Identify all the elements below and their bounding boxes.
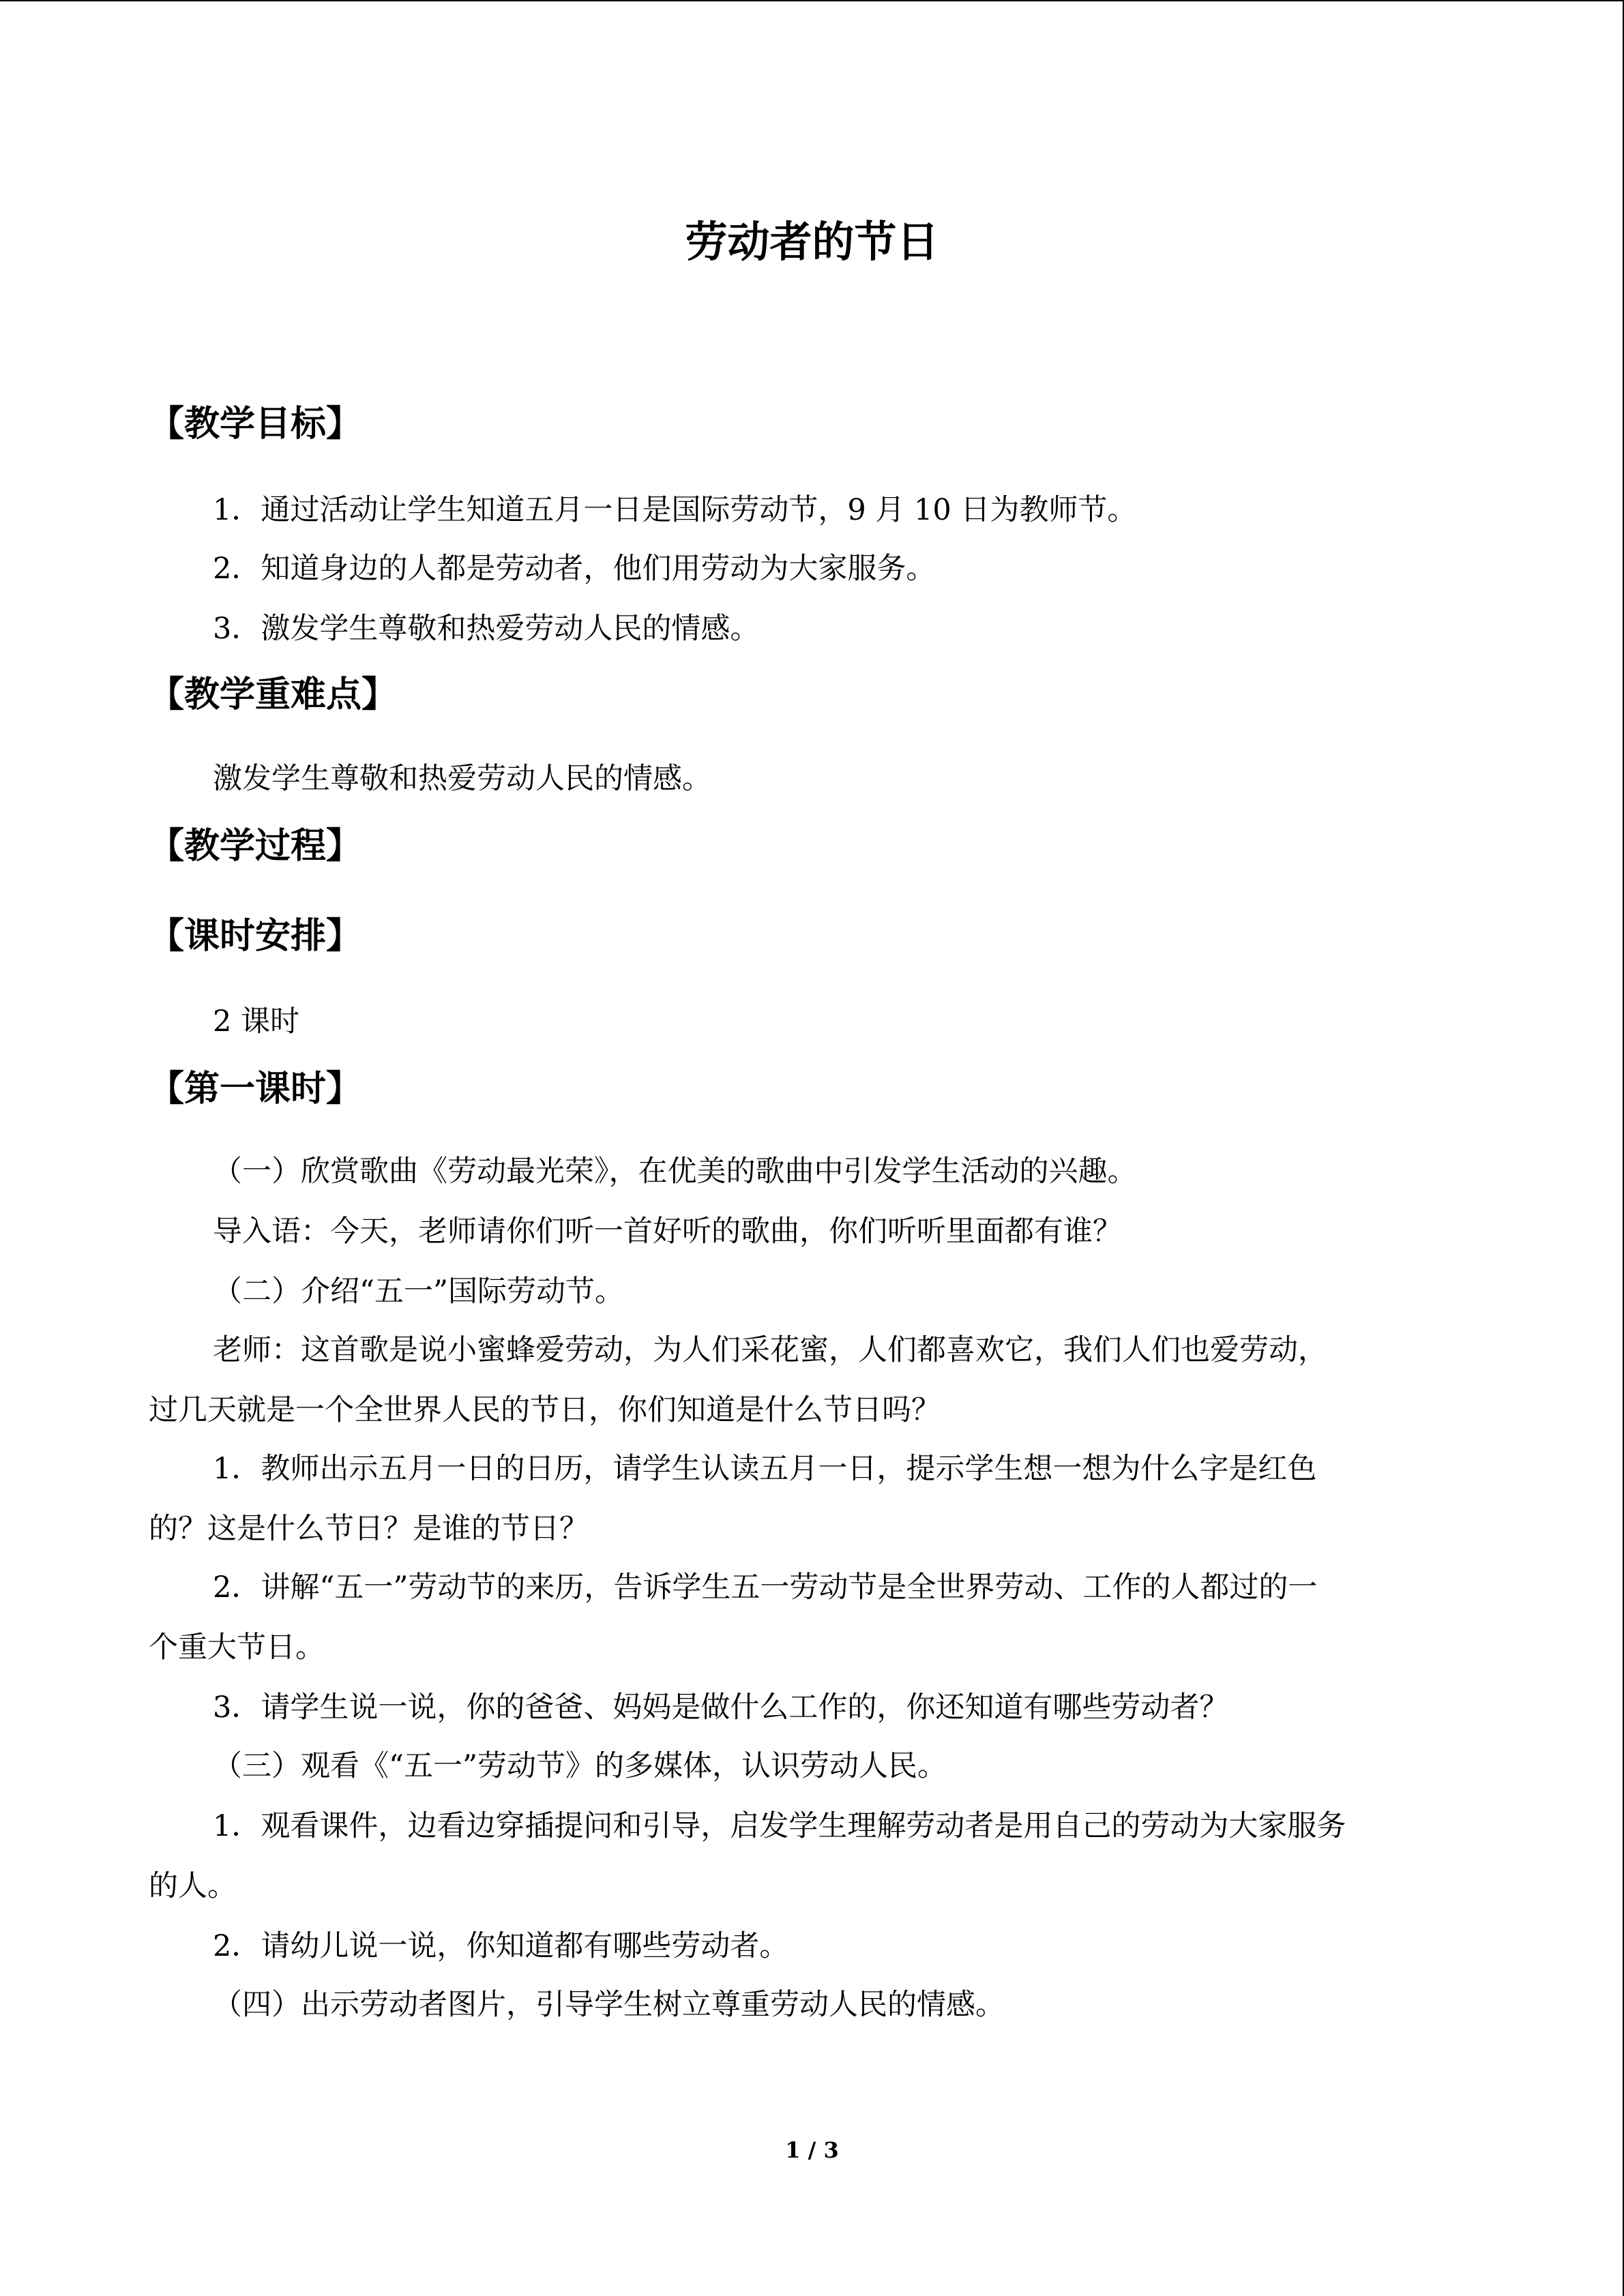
lesson-paragraph: （三）观看《“五一”劳动节》的多媒体，认识劳动人民。 — [213, 1749, 947, 1783]
lesson-paragraph: （二）介绍“五一”国际劳动节。 — [213, 1274, 624, 1309]
lesson-paragraph: 1．教师出示五月一日的日历，请学生认读五月一日，提示学生想一想为什么字是红色 — [213, 1452, 1317, 1486]
section-heading-schedule: 【课时安排】 — [149, 915, 362, 957]
goal-item: 1．通过活动让学生知道五月一日是国际劳动节，9 月 10 日为教师节。 — [213, 493, 1137, 527]
lesson-paragraph-continued: 个重大节日。 — [149, 1630, 325, 1665]
document-title: 劳动者的节日 — [685, 217, 939, 267]
lesson-paragraph: （四）出示劳动者图片，引导学生树立尊重劳动人民的情感。 — [213, 1988, 1005, 2022]
section-heading-goals: 【教学目标】 — [149, 403, 362, 445]
page-number: 1 / 3 — [785, 2137, 839, 2163]
lesson-paragraph: 老师：这首歌是说小蜜蜂爱劳动，为人们采花蜜，人们都喜欢它，我们人们也爱劳动， — [213, 1333, 1327, 1367]
section-heading-lesson1: 【第一课时】 — [149, 1068, 362, 1109]
lesson-paragraph-continued: 的？这是什么节日？是谁的节日？ — [149, 1512, 589, 1546]
lesson-paragraph: 1．观看课件，边看边穿插提问和引导，启发学生理解劳动者是用自己的劳动为大家服务 — [213, 1809, 1346, 1843]
goal-item: 2．知道身边的人都是劳动者，他们用劳动为大家服务。 — [213, 552, 936, 586]
schedule-text: 2 课时 — [213, 1004, 300, 1039]
lesson-paragraph: 2．讲解“五一”劳动节的来历，告诉学生五一劳动节是全世界劳动、工作的人都过的一 — [213, 1570, 1318, 1605]
section-heading-process: 【教学过程】 — [149, 825, 362, 867]
section-heading-key-points: 【教学重难点】 — [149, 674, 398, 715]
lesson-paragraph: （一）欣赏歌曲《劳动最光荣》，在优美的歌曲中引发学生活动的兴趣。 — [213, 1154, 1137, 1189]
lesson-paragraph: 3．请学生说一说，你的爸爸、妈妈是做什么工作的，你还知道有哪些劳动者？ — [213, 1690, 1229, 1725]
goal-item: 3．激发学生尊敬和热爱劳动人民的情感。 — [213, 612, 760, 646]
key-points-text: 激发学生尊敬和热爱劳动人民的情感。 — [213, 762, 711, 796]
lesson-paragraph-continued: 的人。 — [149, 1869, 237, 1903]
lesson-paragraph-continued: 过几天就是一个全世界人民的节日，你们知道是什么节日吗？ — [149, 1393, 941, 1427]
lesson-paragraph: 2．请幼儿说一说，你知道都有哪些劳动者。 — [213, 1929, 789, 1963]
lesson-paragraph: 导入语：今天，老师请你们听一首好听的歌曲，你们听听里面都有谁？ — [213, 1214, 1122, 1249]
